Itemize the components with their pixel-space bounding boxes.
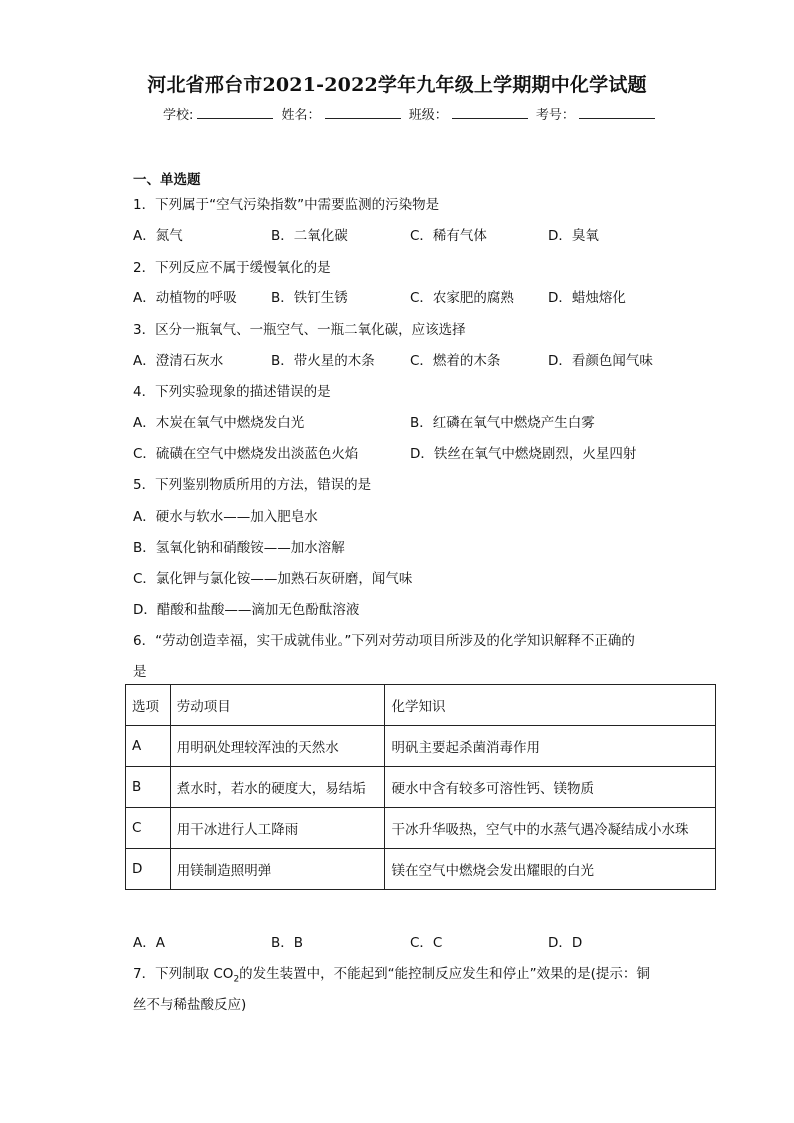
school-blank[interactable] — [197, 106, 273, 119]
table-row — [126, 767, 716, 808]
table-header-cell: 选项 — [126, 685, 171, 726]
q1-option-c: C．稀有气体 — [410, 228, 487, 244]
q5-option-d: D．醋酸和盐酸——滴加无色酚酞溶液 — [133, 602, 360, 618]
question-6-table — [125, 684, 716, 890]
q5-option-c: C．氯化钾与氯化铵——加熟石灰研磨，闻气味 — [133, 571, 413, 587]
table-header-cell: 化学知识 — [385, 685, 716, 726]
table-cell: 用明矾处理较浑浊的天然水 — [170, 726, 385, 767]
question-5-stem: 5．下列鉴别物质所用的方法，错误的是 — [133, 477, 372, 493]
name-label: 姓名： — [281, 108, 321, 123]
question-1-stem: 1．下列属于“空气污染指数”中需要监测的污染物是 — [133, 197, 440, 213]
question-4-stem: 4．下列实验现象的描述错误的是 — [133, 384, 331, 400]
q2-option-b: B．铁钉生锈 — [271, 290, 348, 306]
q2-option-a: A．动植物的呼吸 — [133, 290, 237, 306]
q3-option-c: C．燃着的木条 — [410, 353, 501, 369]
q6-option-a: A．A — [133, 935, 165, 951]
name-blank[interactable] — [325, 106, 401, 119]
table-cell: 干冰升华吸热，空气中的水蒸气遇冷凝结成小水珠 — [385, 808, 716, 849]
table-cell: A — [126, 726, 171, 767]
q2-option-c: C．农家肥的腐熟 — [410, 290, 514, 306]
q4-option-b: B．红磷在氧气中燃烧产生白雾 — [410, 415, 595, 431]
q4-option-c: C．硫磺在空气中燃烧发出淡蓝色火焰 — [133, 446, 359, 462]
q3-option-d: D．看颜色闻气味 — [548, 353, 653, 369]
q3-option-a: A．澄清石灰水 — [133, 353, 224, 369]
table-row — [126, 726, 716, 767]
q1-option-a: A．氮气 — [133, 228, 183, 244]
q7-stem-subscript: 2 — [233, 974, 240, 985]
exam-number-blank[interactable] — [579, 106, 655, 119]
student-info-line — [163, 104, 659, 123]
q1-option-b: B．二氧化碳 — [271, 228, 348, 244]
class-blank[interactable] — [452, 106, 528, 119]
exam-title: 河北省邢台市2021-2022学年九年级上学期期中化学试题 — [147, 74, 647, 96]
question-3-stem: 3．区分一瓶氧气、一瓶空气、一瓶二氧化碳，应该选择 — [133, 322, 466, 338]
table-header-cell: 劳动项目 — [170, 685, 385, 726]
q6-option-c: C．C — [410, 935, 443, 951]
table-cell: 用镁制造照明弹 — [170, 849, 385, 890]
table-cell: D — [126, 849, 171, 890]
table-cell: 明矾主要起杀菌消毒作用 — [385, 726, 716, 767]
q6-option-d: D．D — [548, 935, 583, 951]
exam-number-label: 考号： — [535, 108, 575, 123]
q4-option-a: A．木炭在氧气中燃烧发白光 — [133, 415, 305, 431]
class-label: 班级： — [408, 108, 448, 123]
q5-option-b: B．氢氧化钠和硝酸铵——加水溶解 — [133, 540, 345, 556]
table-cell: 用干冰进行人工降雨 — [170, 808, 385, 849]
table-header-row — [126, 685, 716, 726]
table-row — [126, 849, 716, 890]
section-heading: 一、单选题 — [133, 172, 201, 188]
q7-stem-before: 7．下列制取 CO — [133, 966, 234, 982]
table-cell: 煮水时，若水的硬度大，易结垢 — [170, 767, 385, 808]
school-label: 学校: — [163, 108, 194, 123]
table-cell: B — [126, 767, 171, 808]
question-7-stem-line-1 — [133, 962, 650, 985]
table-row — [126, 808, 716, 849]
question-2-stem: 2．下列反应不属于缓慢氧化的是 — [133, 260, 331, 276]
question-6-stem-line-1: 6．“劳动创造幸福，实干成就伟业。”下列对劳动项目所涉及的化学知识解释不正确的 — [133, 633, 635, 649]
table-cell: 镁在空气中燃烧会发出耀眼的白光 — [385, 849, 716, 890]
question-7-stem-line-2: 丝不与稀盐酸反应) — [133, 997, 247, 1013]
q4-option-d: D．铁丝在氧气中燃烧剧烈，火星四射 — [410, 446, 637, 462]
q2-option-d: D．蜡烛熔化 — [548, 290, 626, 306]
q1-option-d: D．臭氧 — [548, 228, 599, 244]
q6-option-b: B．B — [271, 935, 304, 951]
q3-option-b: B．带火星的木条 — [271, 353, 375, 369]
question-6-stem-line-2: 是 — [133, 664, 147, 680]
table-cell: 硬水中含有较多可溶性钙、镁物质 — [385, 767, 716, 808]
table-cell: C — [126, 808, 171, 849]
q7-stem-after: 的发生装置中，不能起到“能控制反应发生和停止”效果的是(提示：铜 — [239, 966, 650, 982]
q5-option-a: A．硬水与软水——加入肥皂水 — [133, 509, 318, 525]
